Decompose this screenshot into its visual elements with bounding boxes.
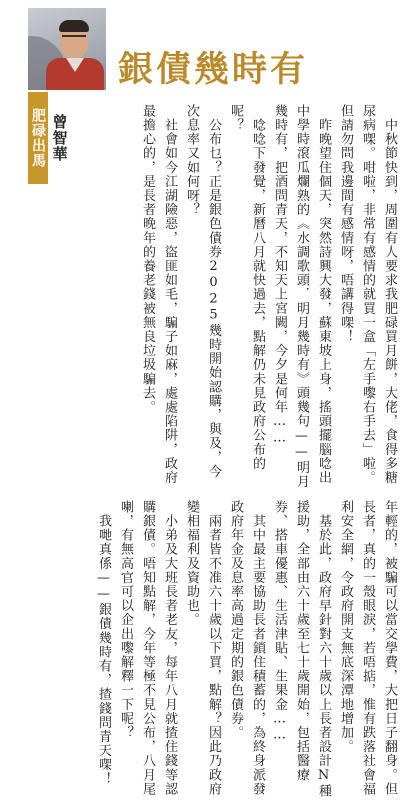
article-body-bottom: 年輕的，被騙可以當交學費，大把日子翻身。但長者，真的一殼眼淚，若唔掂，惟有跌落社會福利安全網，令政府開支無底深潭地增加。 基於此，政府早針對六十歲以上長者設計N種援助，全部由六十歲至七十歲開始，包括醫療券、搭車優惠、生活津貼、生果金…… 其中最主要協助長者鎖住積蓄的，為終身派發政府年金及息率高過定期的銀色債券。 兩者皆不准六十歲以下買，點解？因此乃政府變相福利及資助也。 小弟及大班長者老友，每年八月就揸住錢等認購銀債。唔知點解，今年等極不見公布，八月尾喇，有無高官可以企出嚟解釋一下呢？ 我哋真係——銀債幾時有，揸錢問青天㗎！: [96, 500, 397, 799]
author-name: 曾智華: [50, 114, 69, 162]
column-header: [0, 0, 405, 92]
article-body-top: 中秋節快到，周圍有人要求我肥碌買月餅，大佬，食得多糖尿病㗎。咁啦，非常有感情的就買一盒「左手嚟右手去」啦。但請勿問我邊間有感情呀，唔講得㗎！ 昨晚望住個天，突然詩興大發，蘇東坡上身，搖頭擺腦唸出中學時滾瓜爛熟的《水調歌頭．明月幾時有》頭幾句——明月幾時有，把酒問青天，不知天上宮闕，今夕是何年…… 唸唸下發覺，新曆八月就快過去，點解仍未見政府公布的呢？ 公布乜？正是銀色債券2025幾時開始認購，與及，今次息率又如何呀？ 社會如今江湖險惡，盜匪如毛，騙子如麻，處處陷阱，政府最擔心的，是長者晚年的養老錢被無良垃圾騙去。: [140, 104, 397, 489]
column-name-tag: 肥碌出馬: [28, 92, 48, 184]
article-title: 銀債幾時有: [118, 50, 309, 90]
author-photo: [28, 8, 106, 90]
